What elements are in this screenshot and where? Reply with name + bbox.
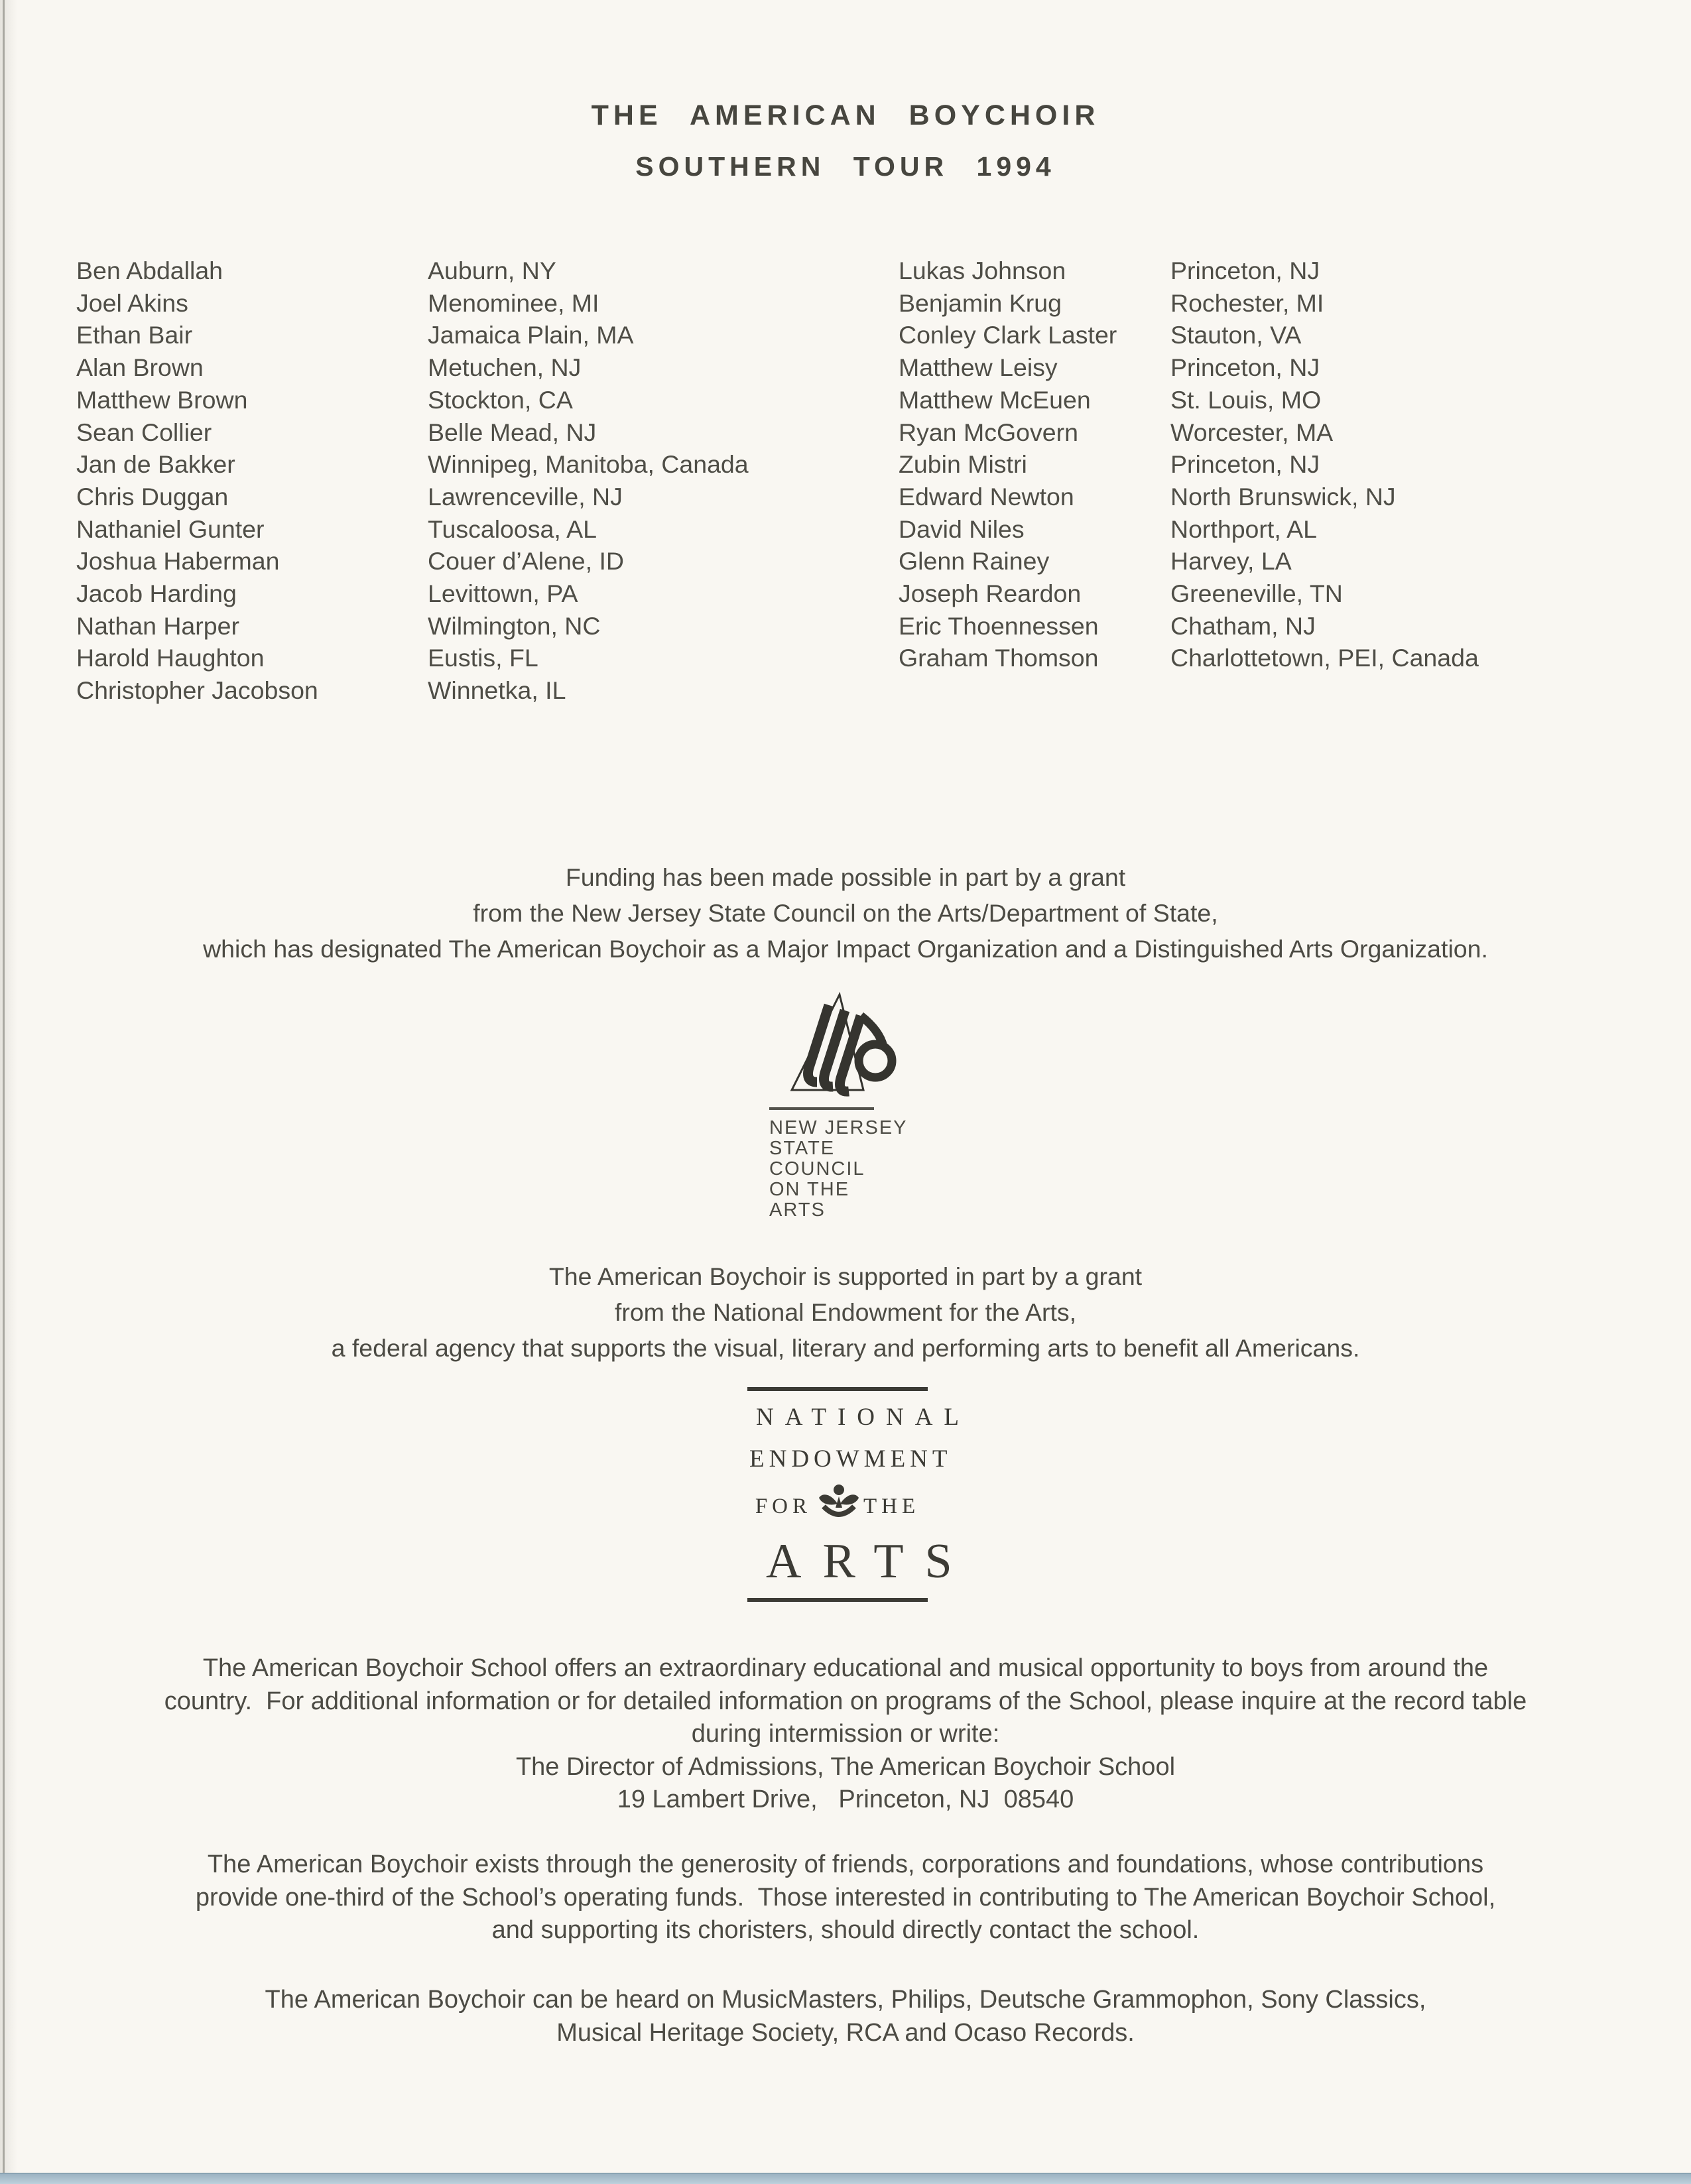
chorister-city: North Brunswick, NJ [1170, 482, 1396, 511]
chorister-name: Matthew Leisy [899, 353, 1058, 382]
nea-funding-line: a federal agency that supports the visual, literary and performing arts to benefit all Americans. [331, 1334, 1360, 1362]
roster-row [899, 319, 1691, 351]
records-paragraph [0, 1984, 1691, 2049]
chorister-name: Chris Duggan [76, 482, 229, 511]
nea-logo-word-national: NATIONAL [756, 1404, 971, 1431]
roster-row [76, 577, 899, 610]
chorister-city: Charlottetown, PEI, Canada [1170, 644, 1479, 672]
nj-logo-text [769, 1118, 914, 1221]
chorister-city: Lawrenceville, NJ [428, 482, 623, 511]
chorister-city: Menominee, MI [428, 288, 599, 317]
roster-row [76, 642, 899, 674]
chorister-name: Eric Thoennessen [899, 611, 1099, 640]
records-line: The American Boychoir can be heard on MusicMasters, Philips, Deutsche Grammophon, Sony Classics, [265, 1986, 1426, 2014]
roster-row [76, 319, 899, 351]
chorister-city: Levittown, PA [428, 579, 578, 608]
chorister-city: Chatham, NJ [1170, 611, 1316, 640]
chorister-city: Winnipeg, Manitoba, Canada [428, 450, 749, 479]
chorister-name: Sean Collier [76, 418, 212, 446]
chorister-name: Edward Newton [899, 482, 1074, 511]
nea-logo-word-for: FOR [755, 1494, 812, 1519]
chorister-city: Princeton, NJ [1170, 450, 1320, 479]
roster-row [899, 610, 1691, 642]
chorister-city: Stockton, CA [428, 385, 573, 414]
school-info-line: The American Boychoir School offers an extraordinary educational and musical opportunity to boys from around the [202, 1654, 1489, 1682]
roster-row [899, 287, 1691, 320]
chorister-city: Stauton, VA [1170, 321, 1302, 349]
roster-row [899, 416, 1691, 449]
nj-state-council-logo [768, 989, 914, 1221]
nea-funding-paragraph [0, 1258, 1691, 1366]
nj-logo-text-line: ON THE [769, 1179, 850, 1200]
nea-logo-bottom-rule [747, 1598, 928, 1602]
chorister-city: Winnetka, IL [428, 676, 566, 705]
title-line-2: SOUTHERN TOUR 1994 [635, 151, 1056, 182]
roster-row [76, 674, 899, 707]
nea-funding-line: The American Boychoir is supported in part by a grant [548, 1262, 1143, 1290]
contribution-line: The American Boychoir exists through the generosity of friends, corporations and foundations, whose contributions [207, 1850, 1484, 1878]
roster-row [76, 416, 899, 449]
nea-logo [745, 1387, 973, 1602]
nj-logo-divider [769, 1107, 874, 1110]
page-title [0, 99, 1691, 182]
roster-row [899, 513, 1691, 546]
chorister-name: Nathan Harper [76, 611, 239, 640]
nea-figure-icon [818, 1484, 859, 1526]
chorister-city: Rochester, MI [1170, 288, 1324, 317]
chorister-city: Metuchen, NJ [428, 353, 582, 382]
chorister-city: Tuscaloosa, AL [428, 515, 597, 543]
roster-row [899, 545, 1691, 577]
chorister-city: Greeneville, TN [1170, 579, 1343, 608]
chorister-city: Harvey, LA [1170, 547, 1292, 576]
records-line: Musical Heritage Society, RCA and Ocaso Records. [556, 2018, 1135, 2047]
roster-right-column [899, 255, 1691, 674]
chorister-name: Benjamin Krug [899, 288, 1062, 317]
chorister-name: Ben Abdallah [76, 257, 223, 284]
roster-row [899, 351, 1691, 384]
roster-row [76, 448, 899, 481]
chorister-city: St. Louis, MO [1170, 385, 1322, 414]
chorister-name: Joshua Haberman [76, 547, 280, 576]
school-info-line: The Director of Admissions, The American Boychoir School [515, 1752, 1176, 1781]
chorister-name: Joseph Reardon [899, 579, 1082, 608]
roster-row [76, 610, 899, 642]
contribution-line: and supporting its choristers, should directly contact the school. [491, 1916, 1200, 1944]
chorister-city: Princeton, NJ [1170, 353, 1320, 382]
chorister-name: Christopher Jacobson [76, 676, 318, 705]
nea-logo-word-arts: ARTS [766, 1534, 973, 1589]
contribution-line: provide one-third of the School’s operating funds. Those interested in contributing to The American Boychoir School, [195, 1883, 1496, 1911]
nea-logo-top-rule [747, 1387, 928, 1391]
school-info-line: during intermission or write: [691, 1720, 1000, 1748]
chorister-name: Lukas Johnson [899, 257, 1066, 284]
contribution-paragraph [0, 1849, 1691, 1947]
nj-funding-paragraph [0, 859, 1691, 967]
school-info-line: country. For additional information or for detailed information on programs of the School, please inquire at the record table [164, 1687, 1527, 1715]
chorister-city: Auburn, NY [428, 257, 556, 284]
scanner-bed-strip [0, 2173, 1691, 2184]
school-info-line: 19 Lambert Drive, Princeton, NJ 08540 [617, 1786, 1074, 1813]
chorister-city: Belle Mead, NJ [428, 418, 597, 446]
nj-funding-line: Funding has been made possible in part by a grant [565, 863, 1126, 891]
chorister-name: Ryan McGovern [899, 418, 1078, 446]
chorister-city: Wilmington, NC [428, 611, 601, 640]
chorister-city: Northport, AL [1170, 515, 1317, 543]
nj-funding-line: from the New Jersey State Council on the Arts/Department of State, [473, 899, 1218, 927]
chorister-name: Nathaniel Gunter [76, 515, 265, 543]
nj-council-logo-mark [783, 989, 897, 1101]
chorister-name: Matthew Brown [76, 385, 248, 414]
nj-logo-text-line: STATE [769, 1138, 836, 1159]
roster-row [899, 642, 1691, 674]
chorister-name: Zubin Mistri [899, 450, 1027, 479]
chorister-name: Jacob Harding [76, 579, 237, 608]
chorister-name: Joel Akins [76, 288, 188, 317]
roster-row [76, 513, 899, 546]
nea-logo-word-endowment: ENDOWMENT [749, 1445, 952, 1473]
roster-row [76, 545, 899, 577]
nea-logo-word-the: THE [863, 1494, 920, 1519]
roster-row [76, 384, 899, 416]
chorister-city: Jamaica Plain, MA [428, 321, 634, 349]
chorister-city: Princeton, NJ [1170, 257, 1320, 284]
chorister-city: Couer d’Alene, ID [428, 547, 624, 576]
chorister-name: Harold Haughton [76, 644, 265, 672]
roster-row [899, 384, 1691, 416]
nj-logo-text-line: NEW JERSEY [769, 1117, 908, 1138]
chorister-name: Glenn Rainey [899, 547, 1050, 576]
chorister-name: David Niles [899, 515, 1025, 543]
roster-row [76, 255, 899, 287]
chorister-city: Worcester, MA [1170, 418, 1334, 446]
chorister-name: Matthew McEuen [899, 385, 1091, 414]
nj-funding-line: which has designated The American Boychoir as a Major Impact Organization and a Distinguished Arts Organization. [203, 935, 1488, 963]
chorister-city: Eustis, FL [428, 644, 538, 672]
chorister-name: Ethan Bair [76, 321, 193, 349]
roster-row [899, 481, 1691, 513]
roster-left-column [76, 255, 899, 707]
chorister-name: Jan de Bakker [76, 450, 235, 479]
roster-row [899, 255, 1691, 287]
chorister-name: Graham Thomson [899, 644, 1099, 672]
title-line-1: THE AMERICAN BOYCHOIR [591, 99, 1100, 131]
roster-row [76, 287, 899, 320]
roster-row [76, 351, 899, 384]
roster-row [76, 481, 899, 513]
roster-row [899, 448, 1691, 481]
nea-logo-for-the-row [745, 1484, 930, 1532]
chorister-name: Conley Clark Laster [899, 321, 1117, 349]
nj-logo-text-line: COUNCIL [769, 1158, 865, 1180]
roster-row [899, 577, 1691, 610]
chorister-name: Alan Brown [76, 353, 204, 382]
nea-funding-line: from the National Endowment for the Arts, [614, 1298, 1077, 1326]
nj-logo-text-line: ARTS [769, 1199, 826, 1221]
school-info-paragraph [0, 1652, 1691, 1817]
